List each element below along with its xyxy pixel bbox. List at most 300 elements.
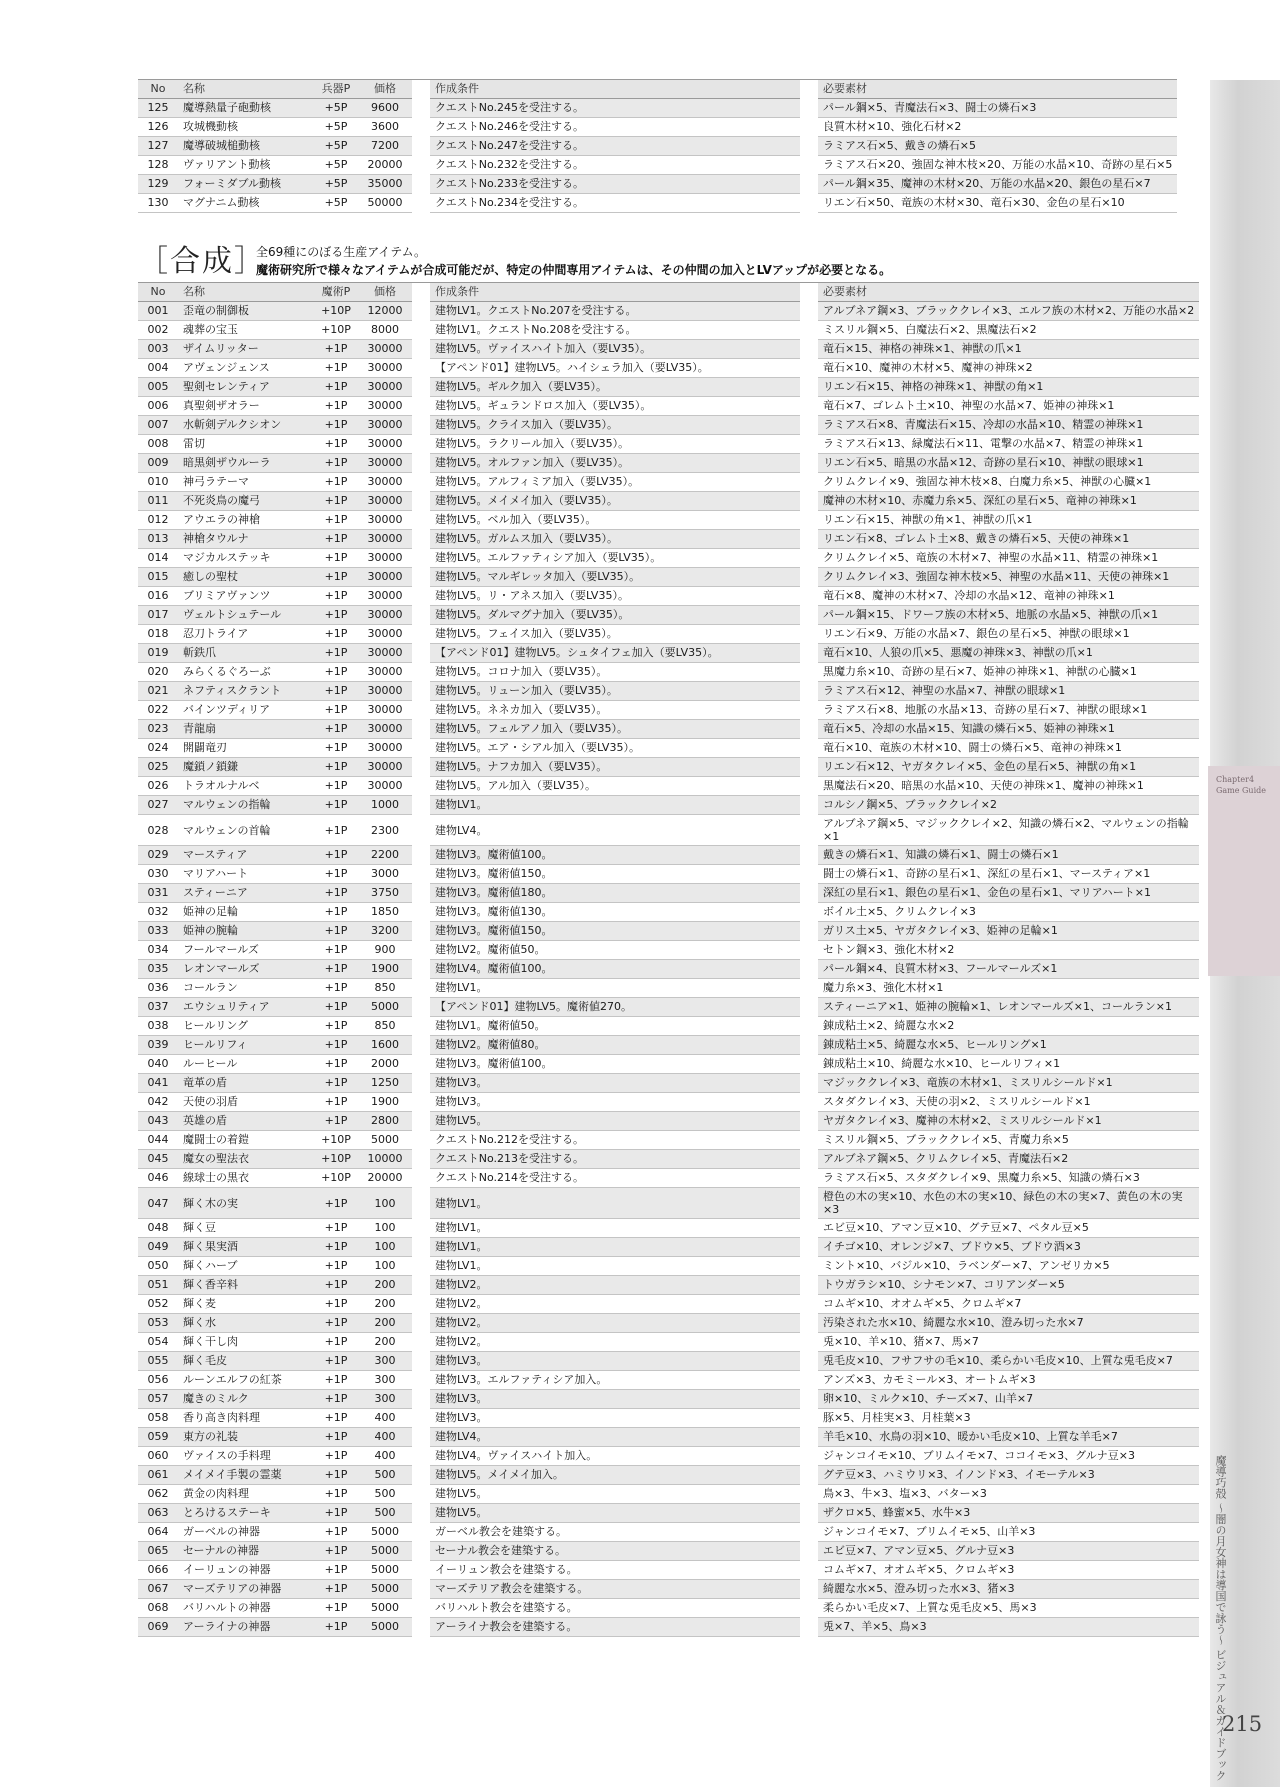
cell-no: 127 bbox=[138, 137, 178, 156]
column-gap bbox=[800, 1188, 818, 1219]
table-row bbox=[138, 1352, 1199, 1371]
table-row bbox=[138, 922, 1199, 941]
cell-name: スティーニア bbox=[178, 884, 314, 903]
cell-price: 400 bbox=[358, 1409, 412, 1428]
table-row bbox=[138, 644, 1199, 663]
column-gap bbox=[412, 1257, 430, 1276]
cell-name: 輝く木の実 bbox=[178, 1188, 314, 1219]
column-gap bbox=[800, 1561, 818, 1580]
cell-name: 魔導破城槌動核 bbox=[178, 137, 314, 156]
column-gap bbox=[800, 587, 818, 606]
cell-price: 30000 bbox=[358, 549, 412, 568]
cell-price: 10000 bbox=[358, 1150, 412, 1169]
cell-price: 100 bbox=[358, 1238, 412, 1257]
cell-name: 魂葬の宝玉 bbox=[178, 321, 314, 340]
cell-name: マリアハート bbox=[178, 865, 314, 884]
cell-points: +1P bbox=[314, 739, 358, 758]
cell-price: 200 bbox=[358, 1314, 412, 1333]
section-title: ［合成］ bbox=[138, 244, 266, 279]
column-gap bbox=[412, 701, 430, 720]
table-row bbox=[138, 1523, 1199, 1542]
cell-points: +1P bbox=[314, 644, 358, 663]
cell-condition: 建物LV5。クライス加入（要LV35）。 bbox=[430, 416, 800, 435]
cell-no: 125 bbox=[138, 99, 178, 118]
column-gap bbox=[800, 941, 818, 960]
column-gap bbox=[800, 492, 818, 511]
column-gap bbox=[800, 194, 818, 213]
cell-no: 006 bbox=[138, 397, 178, 416]
column-gap bbox=[800, 1036, 818, 1055]
cell-points: +1P bbox=[314, 1371, 358, 1390]
cell-price: 12000 bbox=[358, 302, 412, 321]
cell-name: 竜革の盾 bbox=[178, 1074, 314, 1093]
table-row bbox=[138, 1599, 1199, 1618]
table-row bbox=[138, 1333, 1199, 1352]
column-gap bbox=[800, 549, 818, 568]
cell-price: 100 bbox=[358, 1257, 412, 1276]
cell-condition: 建物LV2。魔術値80。 bbox=[430, 1036, 800, 1055]
cell-name: 聖剣セレンティア bbox=[178, 378, 314, 397]
column-gap bbox=[800, 903, 818, 922]
cell-points: +1P bbox=[314, 941, 358, 960]
column-gap bbox=[800, 302, 818, 321]
column-gap bbox=[800, 1074, 818, 1093]
cell-name: ヒールリング bbox=[178, 1017, 314, 1036]
cell-no: 029 bbox=[138, 846, 178, 865]
cell-materials: 竜石×8、魔神の木材×7、冷却の水晶×12、竜神の神珠×1 bbox=[818, 587, 1199, 606]
cell-materials: アルブネア鋼×5、マジッククレイ×2、知識の燐石×2、マルウェンの指輪×1 bbox=[818, 815, 1199, 846]
column-gap bbox=[800, 454, 818, 473]
cell-points: +1P bbox=[314, 758, 358, 777]
cell-condition: 建物LV4。 bbox=[430, 815, 800, 846]
header-materials: 必要素材 bbox=[818, 283, 1199, 302]
table-row bbox=[138, 777, 1199, 796]
table-row bbox=[138, 1447, 1199, 1466]
table-row bbox=[138, 884, 1199, 903]
column-gap bbox=[412, 606, 430, 625]
table-row bbox=[138, 1295, 1199, 1314]
column-gap bbox=[800, 137, 818, 156]
table-row bbox=[138, 796, 1199, 815]
cell-condition: 建物LV5。フェイス加入（要LV35）。 bbox=[430, 625, 800, 644]
cell-materials: 兎×10、羊×10、猪×7、馬×7 bbox=[818, 1333, 1199, 1352]
cell-materials: パール鋼×4、良質木材×3、フールマールズ×1 bbox=[818, 960, 1199, 979]
column-gap bbox=[412, 1036, 430, 1055]
cell-no: 064 bbox=[138, 1523, 178, 1542]
cell-condition: 【アペンド01】建物LV5。ハイシェラ加入（要LV35）。 bbox=[430, 359, 800, 378]
cell-materials: 綺麗な水×5、澄み切った水×3、猪×3 bbox=[818, 1580, 1199, 1599]
cell-points: +1P bbox=[314, 1257, 358, 1276]
cell-points: +1P bbox=[314, 1093, 358, 1112]
cell-price: 30000 bbox=[358, 435, 412, 454]
cell-points: +1P bbox=[314, 922, 358, 941]
cell-price: 5000 bbox=[358, 1523, 412, 1542]
cell-name: 輝く豆 bbox=[178, 1219, 314, 1238]
column-gap bbox=[412, 1485, 430, 1504]
table-row bbox=[138, 1150, 1199, 1169]
cell-price: 400 bbox=[358, 1428, 412, 1447]
cell-no: 022 bbox=[138, 701, 178, 720]
cell-condition: 建物LV5。フェルアノ加入（要LV35）。 bbox=[430, 720, 800, 739]
table-row bbox=[138, 701, 1199, 720]
header-condition: 作成条件 bbox=[430, 80, 800, 99]
cell-points: +10P bbox=[314, 1169, 358, 1188]
cell-points: +1P bbox=[314, 1504, 358, 1523]
column-gap bbox=[800, 846, 818, 865]
cell-name: メイメイ手製の霊薬 bbox=[178, 1466, 314, 1485]
book-title-vertical: 魔導巧殻 〜闇の月女神は導国で詠う〜 ビジュアル＆ガイドブック bbox=[1214, 1455, 1227, 1781]
cell-materials: スティーニア×1、姫神の腕輪×1、レオンマールズ×1、コールラン×1 bbox=[818, 998, 1199, 1017]
header-materials: 必要素材 bbox=[818, 80, 1177, 99]
table-row bbox=[138, 1219, 1199, 1238]
cell-materials: グテ豆×3、ハミウリ×3、イノンド×3、イモーテル×3 bbox=[818, 1466, 1199, 1485]
cell-no: 036 bbox=[138, 979, 178, 998]
cell-points: +5P bbox=[314, 137, 358, 156]
cell-no: 008 bbox=[138, 435, 178, 454]
column-gap bbox=[800, 1352, 818, 1371]
cell-materials: イチゴ×10、オレンジ×7、ブドウ×5、ブドウ酒×3 bbox=[818, 1238, 1199, 1257]
cell-materials: ミスリル鋼×5、ブラッククレイ×5、青魔力糸×5 bbox=[818, 1131, 1199, 1150]
cell-materials: 戴きの燐石×1、知識の燐石×1、闘士の燐石×1 bbox=[818, 846, 1199, 865]
column-gap bbox=[412, 720, 430, 739]
cell-no: 043 bbox=[138, 1112, 178, 1131]
cell-name: セーナルの神器 bbox=[178, 1542, 314, 1561]
cell-condition: クエストNo.246を受注する。 bbox=[430, 118, 800, 137]
cell-name: ルーヒール bbox=[178, 1055, 314, 1074]
cell-condition: 建物LV1。クエストNo.207を受注する。 bbox=[430, 302, 800, 321]
column-gap bbox=[412, 1314, 430, 1333]
cell-no: 065 bbox=[138, 1542, 178, 1561]
cell-price: 30000 bbox=[358, 416, 412, 435]
cell-price: 5000 bbox=[358, 1131, 412, 1150]
column-gap bbox=[800, 865, 818, 884]
cell-points: +1P bbox=[314, 1580, 358, 1599]
column-gap bbox=[412, 1112, 430, 1131]
table-header-row bbox=[138, 283, 1199, 302]
cell-price: 300 bbox=[358, 1390, 412, 1409]
cell-points: +1P bbox=[314, 796, 358, 815]
table-row bbox=[138, 397, 1199, 416]
cell-name: 黄金の肉料理 bbox=[178, 1485, 314, 1504]
cell-materials: クリムクレイ×9、強固な神木枝×8、白魔力糸×5、神獣の心臓×1 bbox=[818, 473, 1199, 492]
cell-points: +1P bbox=[314, 1333, 358, 1352]
table-row bbox=[138, 175, 1177, 194]
cell-points: +1P bbox=[314, 359, 358, 378]
cell-price: 30000 bbox=[358, 530, 412, 549]
column-gap bbox=[800, 340, 818, 359]
cell-price: 50000 bbox=[358, 194, 412, 213]
column-gap bbox=[412, 1055, 430, 1074]
cell-price: 500 bbox=[358, 1504, 412, 1523]
cell-price: 2200 bbox=[358, 846, 412, 865]
column-gap bbox=[412, 1295, 430, 1314]
header-no: No bbox=[138, 80, 178, 99]
cell-points: +1P bbox=[314, 998, 358, 1017]
cell-name: ルーンエルフの紅茶 bbox=[178, 1371, 314, 1390]
cell-points: +10P bbox=[314, 321, 358, 340]
cell-price: 30000 bbox=[358, 492, 412, 511]
cell-no: 019 bbox=[138, 644, 178, 663]
cell-price: 5000 bbox=[358, 998, 412, 1017]
cell-price: 30000 bbox=[358, 739, 412, 758]
cell-price: 30000 bbox=[358, 625, 412, 644]
cell-materials: 卵×10、ミルク×10、チーズ×7、山羊×7 bbox=[818, 1390, 1199, 1409]
cell-condition: 建物LV4。 bbox=[430, 1428, 800, 1447]
cell-points: +10P bbox=[314, 1131, 358, 1150]
table-row bbox=[138, 979, 1199, 998]
column-gap bbox=[800, 644, 818, 663]
column-gap bbox=[412, 454, 430, 473]
column-gap bbox=[412, 941, 430, 960]
cell-points: +1P bbox=[314, 903, 358, 922]
cell-materials: 黒魔法石×20、暗黒の水晶×10、天使の神珠×1、魔神の神珠×1 bbox=[818, 777, 1199, 796]
cell-no: 055 bbox=[138, 1352, 178, 1371]
cell-materials: ガリス土×5、ヤガタクレイ×3、姫神の足輪×1 bbox=[818, 922, 1199, 941]
column-gap bbox=[800, 1599, 818, 1618]
column-gap bbox=[800, 682, 818, 701]
column-gap bbox=[412, 1188, 430, 1219]
cell-materials: ジャンコイモ×10、ブリムイモ×7、ココイモ×3、グルナ豆×3 bbox=[818, 1447, 1199, 1466]
column-gap bbox=[800, 80, 818, 99]
cell-no: 014 bbox=[138, 549, 178, 568]
cell-materials: 魔力糸×3、強化木材×1 bbox=[818, 979, 1199, 998]
cell-price: 500 bbox=[358, 1485, 412, 1504]
cell-name: 魔きのミルク bbox=[178, 1390, 314, 1409]
cell-name: ブリミアヴァンツ bbox=[178, 587, 314, 606]
column-gap bbox=[412, 979, 430, 998]
table-row bbox=[138, 359, 1199, 378]
column-gap bbox=[800, 1390, 818, 1409]
cell-no: 047 bbox=[138, 1188, 178, 1219]
column-gap bbox=[800, 1169, 818, 1188]
column-gap bbox=[412, 378, 430, 397]
cell-no: 045 bbox=[138, 1150, 178, 1169]
column-gap bbox=[412, 644, 430, 663]
cell-condition: 建物LV2。 bbox=[430, 1276, 800, 1295]
cell-condition: 建物LV1。 bbox=[430, 796, 800, 815]
column-gap bbox=[412, 1390, 430, 1409]
cell-materials: 兎毛皮×10、フサフサの毛×10、柔らかい毛皮×10、上質な兎毛皮×7 bbox=[818, 1352, 1199, 1371]
cell-condition: クエストNo.214を受注する。 bbox=[430, 1169, 800, 1188]
cell-materials: リエン石×50、竜族の木材×30、竜石×30、金色の星石×10 bbox=[818, 194, 1177, 213]
cell-name: 雷切 bbox=[178, 435, 314, 454]
cell-no: 001 bbox=[138, 302, 178, 321]
column-gap bbox=[412, 1017, 430, 1036]
cell-points: +5P bbox=[314, 156, 358, 175]
cell-name: マルウェンの指輪 bbox=[178, 796, 314, 815]
cell-materials: リエン石×5、暗黒の水晶×12、奇跡の星石×10、神獣の眼球×1 bbox=[818, 454, 1199, 473]
table-row bbox=[138, 1131, 1199, 1150]
cell-name: ガーベルの神器 bbox=[178, 1523, 314, 1542]
cell-no: 002 bbox=[138, 321, 178, 340]
cell-condition: 【アペンド01】建物LV5。シュタイフェ加入（要LV35）。 bbox=[430, 644, 800, 663]
cell-points: +1P bbox=[314, 1599, 358, 1618]
cell-price: 900 bbox=[358, 941, 412, 960]
cell-materials: 良質木材×10、強化石材×2 bbox=[818, 118, 1177, 137]
cell-name: エウシュリティア bbox=[178, 998, 314, 1017]
cell-no: 062 bbox=[138, 1485, 178, 1504]
cell-name: 神弓ラテーマ bbox=[178, 473, 314, 492]
cell-materials: 羊毛×10、水鳥の羽×10、暖かい毛皮×10、上質な羊毛×7 bbox=[818, 1428, 1199, 1447]
cell-materials: ラミアス石×8、地脈の水晶×13、奇跡の星石×7、神獣の眼球×1 bbox=[818, 701, 1199, 720]
cell-materials: コムギ×7、オオムギ×5、クロムギ×3 bbox=[818, 1561, 1199, 1580]
table-row bbox=[138, 1276, 1199, 1295]
cell-condition: 建物LV3。魔術値100。 bbox=[430, 1055, 800, 1074]
cell-price: 100 bbox=[358, 1188, 412, 1219]
cell-name: 輝く水 bbox=[178, 1314, 314, 1333]
column-gap bbox=[800, 118, 818, 137]
cell-condition: 建物LV3。 bbox=[430, 1409, 800, 1428]
cell-no: 007 bbox=[138, 416, 178, 435]
column-gap bbox=[412, 1371, 430, 1390]
cell-condition: イーリュン教会を建築する。 bbox=[430, 1561, 800, 1580]
column-gap bbox=[800, 960, 818, 979]
column-gap bbox=[412, 80, 430, 99]
column-gap bbox=[800, 1093, 818, 1112]
cell-materials: リエン石×15、神格の神珠×1、神獣の角×1 bbox=[818, 378, 1199, 397]
cell-name: 輝くハーブ bbox=[178, 1257, 314, 1276]
cell-condition: 建物LV5。ギルク加入（要LV35）。 bbox=[430, 378, 800, 397]
table-row bbox=[138, 194, 1177, 213]
table-row bbox=[138, 1371, 1199, 1390]
cell-materials: マジッククレイ×3、竜族の木材×1、ミスリルシールド×1 bbox=[818, 1074, 1199, 1093]
cell-no: 130 bbox=[138, 194, 178, 213]
cell-condition: 建物LV3。魔術値130。 bbox=[430, 903, 800, 922]
table-row bbox=[138, 416, 1199, 435]
cell-materials: クリムクレイ×3、強固な神木枝×5、神聖の水晶×11、天使の神珠×1 bbox=[818, 568, 1199, 587]
cell-price: 30000 bbox=[358, 758, 412, 777]
cell-name: 暗黒剣ザウルーラ bbox=[178, 454, 314, 473]
table-row bbox=[138, 302, 1199, 321]
cell-points: +1P bbox=[314, 473, 358, 492]
cell-materials: ラミアス石×12、神聖の水晶×7、神獣の眼球×1 bbox=[818, 682, 1199, 701]
table-row bbox=[138, 1390, 1199, 1409]
cell-price: 30000 bbox=[358, 511, 412, 530]
table-row bbox=[138, 739, 1199, 758]
column-gap bbox=[412, 340, 430, 359]
table-row bbox=[138, 1017, 1199, 1036]
cell-points: +1P bbox=[314, 1523, 358, 1542]
cell-condition: ガーベル教会を建築する。 bbox=[430, 1523, 800, 1542]
cell-materials: 柔らかい毛皮×7、上質な兎毛皮×5、馬×3 bbox=[818, 1599, 1199, 1618]
cell-materials: ヤガタクレイ×3、魔神の木材×2、ミスリルシールド×1 bbox=[818, 1112, 1199, 1131]
cell-materials: エビ豆×10、アマン豆×10、グテ豆×7、ペタル豆×5 bbox=[818, 1219, 1199, 1238]
cell-condition: 建物LV5。エア・シアル加入（要LV35）。 bbox=[430, 739, 800, 758]
cell-name: 不死炎鳥の魔弓 bbox=[178, 492, 314, 511]
cell-points: +1P bbox=[314, 682, 358, 701]
cell-no: 013 bbox=[138, 530, 178, 549]
cell-materials: 鳥×3、牛×3、塩×3、バター×3 bbox=[818, 1485, 1199, 1504]
cell-price: 8000 bbox=[358, 321, 412, 340]
table-row bbox=[138, 321, 1199, 340]
cell-condition: 建物LV4。魔術値100。 bbox=[430, 960, 800, 979]
column-gap bbox=[412, 682, 430, 701]
cell-name: 輝く香辛料 bbox=[178, 1276, 314, 1295]
cell-points: +1P bbox=[314, 777, 358, 796]
column-gap bbox=[412, 359, 430, 378]
cell-points: +1P bbox=[314, 1276, 358, 1295]
cell-points: +1P bbox=[314, 568, 358, 587]
cell-no: 016 bbox=[138, 587, 178, 606]
column-gap bbox=[412, 922, 430, 941]
cell-condition: クエストNo.247を受注する。 bbox=[430, 137, 800, 156]
cell-no: 028 bbox=[138, 815, 178, 846]
column-gap bbox=[800, 435, 818, 454]
table-row bbox=[138, 435, 1199, 454]
cell-condition: 建物LV1。 bbox=[430, 1188, 800, 1219]
cell-points: +1P bbox=[314, 1466, 358, 1485]
cell-condition: バリハルト教会を建築する。 bbox=[430, 1599, 800, 1618]
cell-name: 忍刀トライア bbox=[178, 625, 314, 644]
cell-materials: トウガラシ×10、シナモン×7、コリアンダー×5 bbox=[818, 1276, 1199, 1295]
cell-name: 斬鉄爪 bbox=[178, 644, 314, 663]
cell-condition: クエストNo.233を受注する。 bbox=[430, 175, 800, 194]
cell-no: 032 bbox=[138, 903, 178, 922]
column-gap bbox=[800, 1017, 818, 1036]
column-gap bbox=[412, 1150, 430, 1169]
cell-name: 輝く麦 bbox=[178, 1295, 314, 1314]
table-row bbox=[138, 454, 1199, 473]
cell-no: 063 bbox=[138, 1504, 178, 1523]
cell-condition: クエストNo.245を受注する。 bbox=[430, 99, 800, 118]
cell-no: 042 bbox=[138, 1093, 178, 1112]
cell-no: 011 bbox=[138, 492, 178, 511]
cell-points: +1P bbox=[314, 1390, 358, 1409]
cell-condition: 建物LV1。クエストNo.208を受注する。 bbox=[430, 321, 800, 340]
cell-price: 3000 bbox=[358, 865, 412, 884]
cell-points: +1P bbox=[314, 340, 358, 359]
header-price: 価格 bbox=[358, 283, 412, 302]
chapter-label: Chapter4 Game Guide bbox=[1216, 775, 1266, 795]
cell-points: +1P bbox=[314, 884, 358, 903]
column-gap bbox=[412, 865, 430, 884]
column-gap bbox=[412, 903, 430, 922]
table-row bbox=[138, 1074, 1199, 1093]
cell-condition: 建物LV5。ギュランドロス加入（要LV35）。 bbox=[430, 397, 800, 416]
cell-materials: 竜石×7、ゴレムト土×10、神聖の水晶×7、姫神の神珠×1 bbox=[818, 397, 1199, 416]
cell-materials: 深紅の星石×1、銀色の星石×1、金色の星石×1、マリアハート×1 bbox=[818, 884, 1199, 903]
cell-name: アウエラの神槍 bbox=[178, 511, 314, 530]
cell-materials: ラミアス石×5、スタダクレイ×9、黒魔力糸×5、知識の燐石×3 bbox=[818, 1169, 1199, 1188]
cell-condition: 建物LV5。マルギレッタ加入（要LV35）。 bbox=[430, 568, 800, 587]
cell-materials: 橙色の木の実×10、水色の木の実×10、緑色の木の実×7、黄色の木の実×3 bbox=[818, 1188, 1199, 1219]
cell-materials: 豚×5、月桂実×3、月桂葉×3 bbox=[818, 1409, 1199, 1428]
table-row bbox=[138, 1036, 1199, 1055]
table-row bbox=[138, 568, 1199, 587]
cell-points: +1P bbox=[314, 1036, 358, 1055]
table-row bbox=[138, 1055, 1199, 1074]
cell-no: 041 bbox=[138, 1074, 178, 1093]
cell-price: 1900 bbox=[358, 1093, 412, 1112]
header-no: No bbox=[138, 283, 178, 302]
cell-points: +1P bbox=[314, 1561, 358, 1580]
cell-name: マジカルステッキ bbox=[178, 549, 314, 568]
column-gap bbox=[412, 960, 430, 979]
cell-price: 30000 bbox=[358, 663, 412, 682]
cell-materials: ミント×10、バジル×10、ラベンダー×7、アンゼリカ×5 bbox=[818, 1257, 1199, 1276]
cell-condition: 建物LV1。 bbox=[430, 1238, 800, 1257]
cell-price: 2300 bbox=[358, 815, 412, 846]
cell-price: 400 bbox=[358, 1447, 412, 1466]
cell-no: 050 bbox=[138, 1257, 178, 1276]
table-row bbox=[138, 998, 1199, 1017]
cell-name: イーリュンの神器 bbox=[178, 1561, 314, 1580]
header-condition: 作成条件 bbox=[430, 283, 800, 302]
column-gap bbox=[800, 511, 818, 530]
column-gap bbox=[800, 568, 818, 587]
cell-points: +1P bbox=[314, 815, 358, 846]
column-gap bbox=[800, 1447, 818, 1466]
